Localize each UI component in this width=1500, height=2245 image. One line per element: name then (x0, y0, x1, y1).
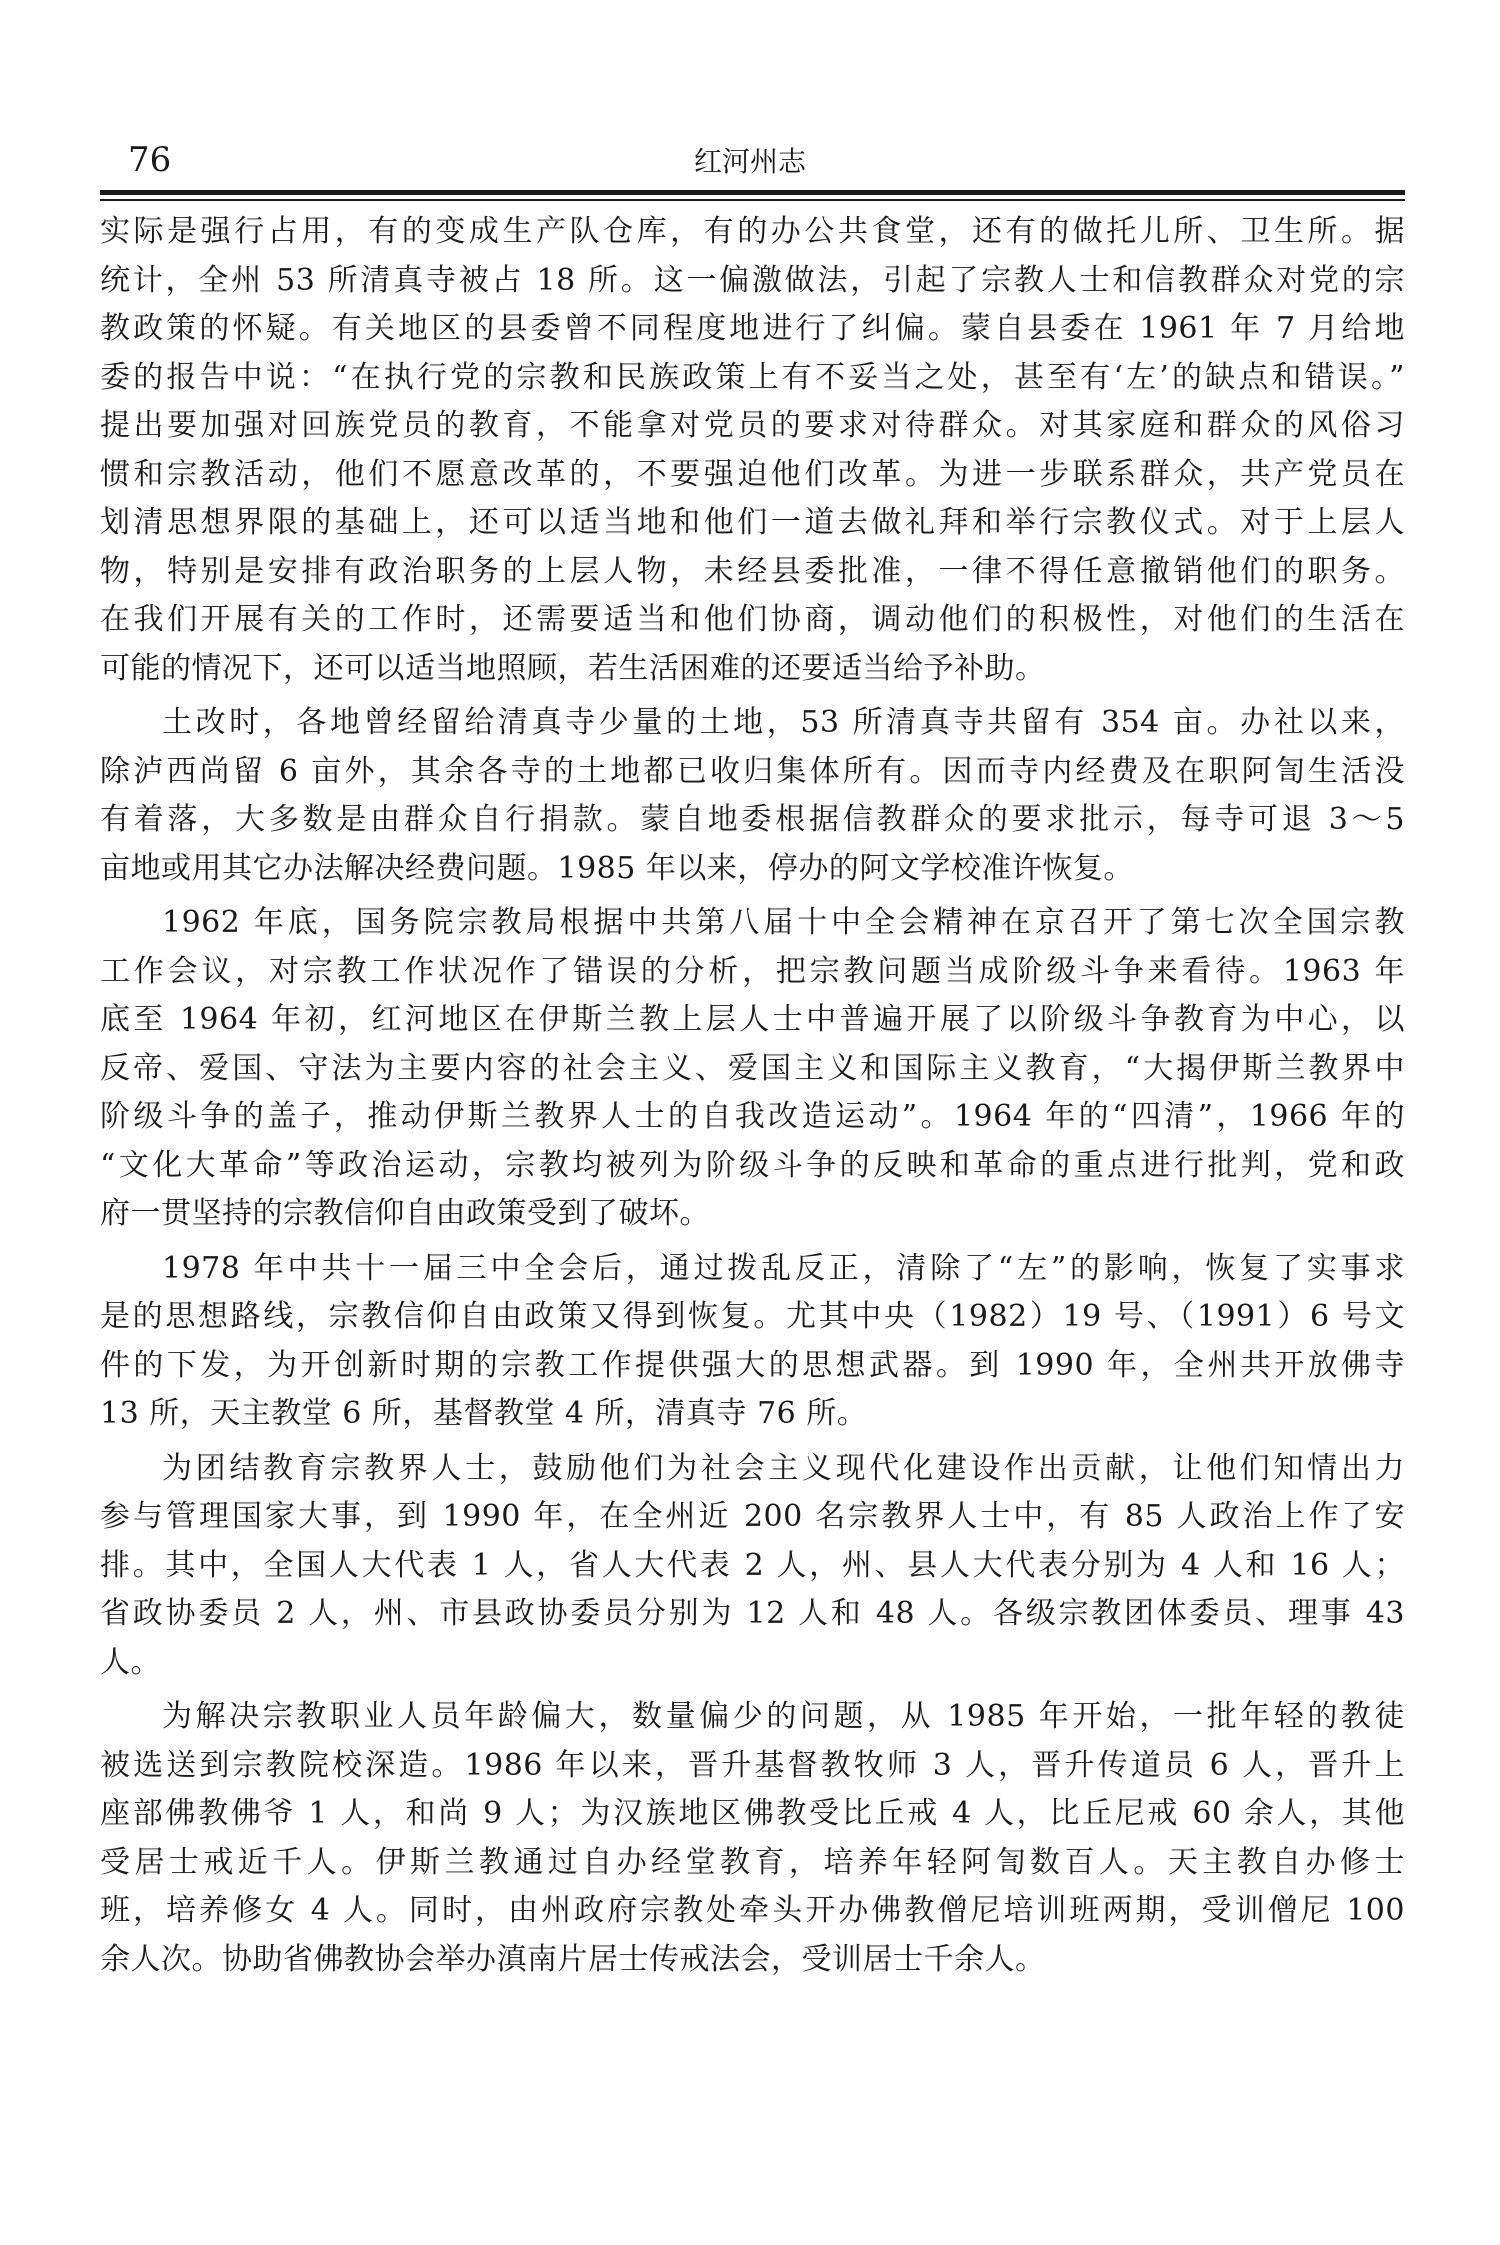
paragraph (100, 899, 1405, 1239)
text-line: 实际是强行占用，有的变成生产队仓库，有的办公共食堂，还有的做托儿所、卫生所。据 (100, 214, 1405, 249)
text-line: 为团结教育宗教界人士，鼓励他们为社会主义现代化建设作出贡献，让他们知情出力 (162, 1450, 1405, 1486)
text-line: 教政策的怀疑。有关地区的县委曾不同程度地进行了纠偏。蒙自县委在 1961 年 7 月给地 (100, 311, 1405, 346)
text-line: 亩地或用其它办法解决经费问题。1985 年以来，停办的阿文学校准许恢复。 (100, 850, 1134, 886)
text-line: 有着落，大多数是由群众自行捐款。蒙自地委根据信教群众的要求批示，每寺可退 3～5 (100, 802, 1405, 837)
text-line: 工作会议，对宗教工作状况作了错误的分析，把宗教问题当成阶级斗争来看待。1963 年 (100, 953, 1405, 989)
text-line: 惯和宗教活动，他们不愿意改革的，不要强迫他们改革。为进一步联系群众，共产党员在 (100, 456, 1405, 492)
text-line: 人。 (100, 1644, 161, 1680)
paragraph (100, 1245, 1405, 1439)
text-line: 划清思想界限的基础上，还可以适当地和他们一道去做礼拜和举行宗教仪式。对于上层人 (100, 505, 1405, 540)
text-line: 是的思想路线，宗教信仰自由政策又得到恢复。尤其中央（1982）19 号、（1991）6 号文 (100, 1299, 1405, 1334)
text-line: 余人次。协助省佛教协会举办滇南片居士传戒法会，受训居士千余人。 (100, 1941, 1046, 1977)
running-title: 红河州志 (693, 145, 806, 178)
text-line: 省政协委员 2 人，州、市县政协委员分别为 12 人和 48 人。各级宗教团体委员、理事 43 (100, 1596, 1405, 1631)
text-line: 排。其中，全国人大代表 1 人，省人大代表 2 人，州、县人大代表分别为 4 人和 16 人； (100, 1547, 1405, 1583)
text-line: 除泸西尚留 6 亩外，其余各寺的土地都已收归集体所有。因而寺内经费及在职阿訇生活没 (100, 753, 1405, 789)
paragraph (100, 1693, 1405, 1984)
header-rule-thick (100, 190, 1405, 195)
text-line: 统计，全州 53 所清真寺被占 18 所。这一偏激做法，引起了宗教人士和信教群众对党的宗 (100, 262, 1405, 298)
text-line: 为解决宗教职业人员年龄偏大，数量偏少的问题，从 1985 年开始，一批年轻的教徒 (162, 1699, 1405, 1734)
text-line: 在我们开展有关的工作时，还需要适当和他们协商，调动他们的积极性，对他们的生活在 (100, 602, 1405, 637)
text-line: 府一贯坚持的宗教信仰自由政策受到了破坏。 (100, 1196, 710, 1231)
text-line: 底至 1964 年初，红河地区在伊斯兰教上层人士中普遍开展了以阶级斗争教育为中心，以 (100, 1002, 1405, 1037)
paragraph (100, 1445, 1405, 1688)
text-line: “文化大革命”等政治运动，宗教均被列为阶级斗争的反映和革命的重点进行批判，党和政 (100, 1147, 1405, 1183)
text-line: 反帝、爱国、守法为主要内容的社会主义、爱国主义和国际主义教育，“大揭伊斯兰教界中 (100, 1050, 1405, 1086)
text-line: 可能的情况下，还可以适当地照顾，若生活困难的还要适当给予补助。 (100, 650, 1046, 686)
paragraph (100, 208, 1405, 693)
text-line: 13 所，天主教堂 6 所，基督教堂 4 所，清真寺 76 所。 (100, 1396, 868, 1431)
text-line: 受居士戒近千人。伊斯兰教通过自办经堂教育，培养年轻阿訇数百人。天主教自办修士 (100, 1844, 1405, 1880)
text-line: 委的报告中说：“在执行党的宗教和民族政策上有不妥当之处，甚至有‘左’的缺点和错误。” (100, 359, 1405, 395)
text-line: 参与管理国家大事，到 1990 年，在全州近 200 名宗教界人士中，有 85 人政治上作了安 (100, 1499, 1405, 1534)
text-line: 提出要加强对回族党员的教育，不能拿对党员的要求对待群众。对其家庭和群众的风俗习 (100, 408, 1405, 443)
text-line: 被选送到宗教院校深造。1986 年以来，晋升基督教牧师 3 人，晋升传道员 6 人，晋升上 (100, 1747, 1405, 1783)
text-line: 件的下发，为开创新时期的宗教工作提供强大的思想武器。到 1990 年，全州共开放佛寺 (100, 1347, 1405, 1383)
text-line: 座部佛教佛爷 1 人，和尚 9 人；为汉族地区佛教受比丘戒 4 人，比丘尼戒 60 余人，其他 (100, 1796, 1405, 1831)
text-line: 1962 年底，国务院宗教局根据中共第八届十中全会精神在京召开了第七次全国宗教 (162, 905, 1405, 940)
text-line: 物，特别是安排有政治职务的上层人物，未经县委批准，一律不得任意撤销他们的职务。 (100, 553, 1405, 589)
text-line: 土改时，各地曾经留给清真寺少量的土地，53 所清真寺共留有 354 亩。办社以来， (162, 705, 1405, 740)
header-rule-thin (100, 199, 1405, 201)
text-line: 阶级斗争的盖子，推动伊斯兰教界人士的自我改造运动”。1964 年的“四清”，1966 年的 (100, 1099, 1405, 1134)
page-number: 76 (128, 140, 172, 180)
text-line: 班，培养修女 4 人。同时，由州政府宗教处牵头开办佛教僧尼培训班两期，受训僧尼 100 (100, 1893, 1405, 1928)
body-text (100, 208, 1405, 1984)
paragraph (100, 699, 1405, 893)
text-line: 1978 年中共十一届三中全会后，通过拨乱反正，清除了“左”的影响，恢复了实事求 (162, 1250, 1405, 1286)
